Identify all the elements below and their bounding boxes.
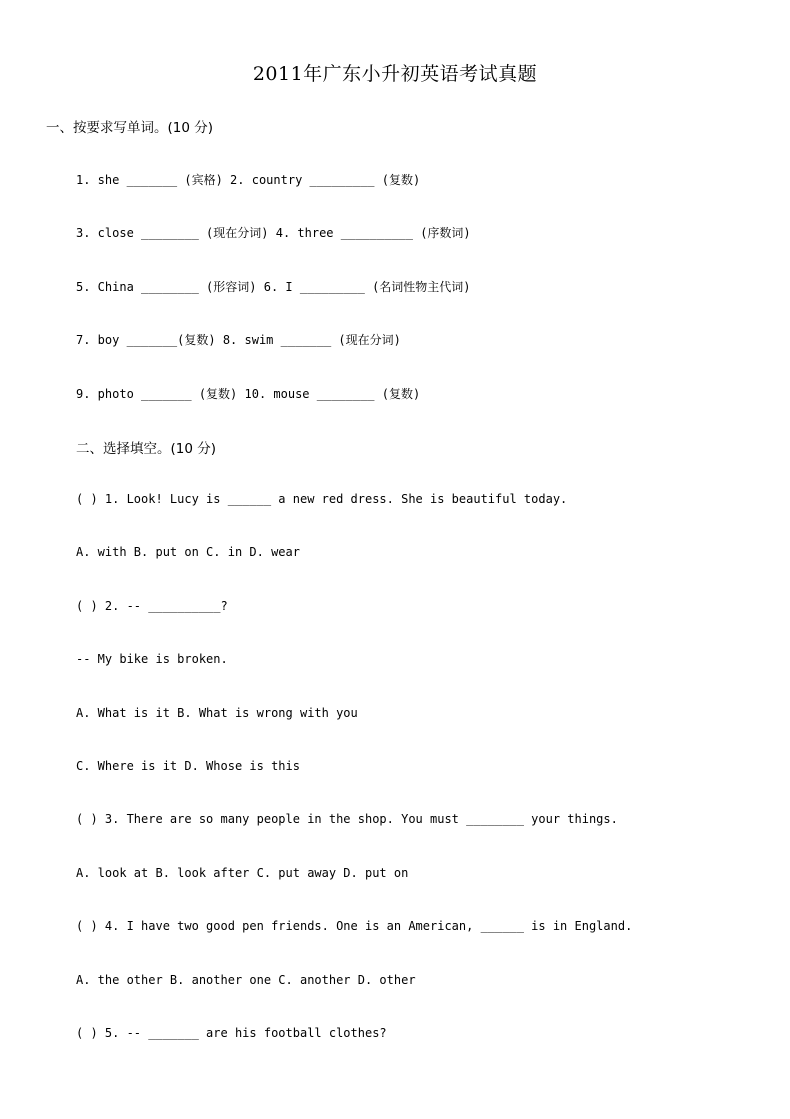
- answer-options: A. the other B. another one C. another D. other: [76, 973, 416, 987]
- answer-options: A. look at B. look after C. put away D. put on: [76, 866, 409, 880]
- section-heading-1: 一、按要求写单词。(10 分): [46, 120, 214, 136]
- answer-options: C. Where is it D. Whose is this: [76, 759, 300, 773]
- question-line: 1. she _______ (宾格) 2. country _________ (复数): [76, 173, 421, 187]
- question-line: ( ) 1. Look! Lucy is ______ a new red dress. She is beautiful today.: [76, 492, 568, 506]
- question-line: 5. China ________ (形容词) 6. I _________ (名词性物主代词): [76, 280, 471, 294]
- question-line: 9. photo _______ (复数) 10. mouse ________ (复数): [76, 387, 421, 401]
- answer-options: A. with B. put on C. in D. wear: [76, 545, 300, 559]
- question-line: ( ) 2. -- __________?: [76, 599, 228, 613]
- question-line: -- My bike is broken.: [76, 652, 228, 666]
- question-line: ( ) 4. I have two good pen friends. One is an American, ______ is in England.: [76, 919, 633, 933]
- question-line: 7. boy _______(复数) 8. swim _______ (现在分词): [76, 333, 401, 347]
- section-heading-2: 二、选择填空。(10 分): [76, 441, 217, 457]
- question-line: ( ) 3. There are so many people in the shop. You must ________ your things.: [76, 812, 618, 826]
- question-line: ( ) 5. -- _______ are his football clothes?: [76, 1026, 387, 1040]
- answer-options: A. What is it B. What is wrong with you: [76, 706, 358, 720]
- question-line: 3. close ________ (现在分词) 4. three __________ (序数词): [76, 226, 471, 240]
- page-title: 2011年广东小升初英语考试真题: [252, 63, 538, 85]
